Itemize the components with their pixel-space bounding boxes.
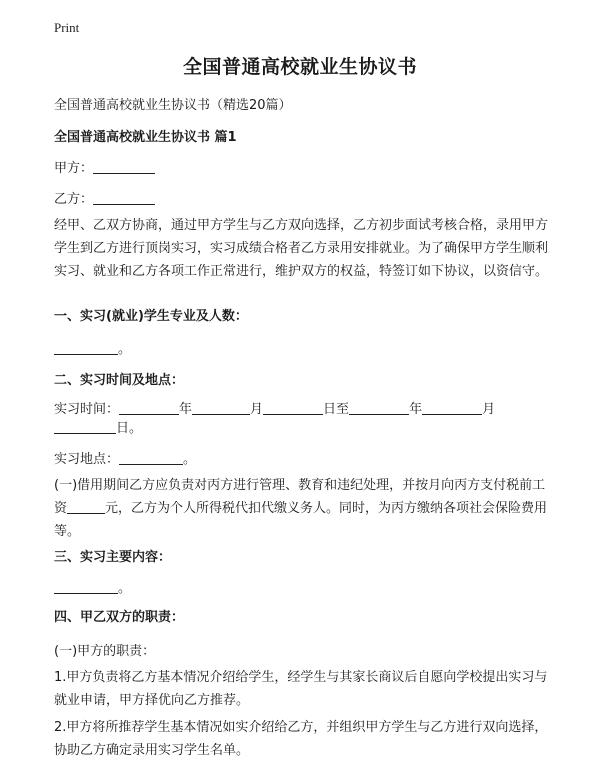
end-month-blank [422,402,482,415]
unit-month-2: 月 [482,402,496,417]
print-link[interactable]: Print [54,20,80,35]
unit-year: 年 [179,402,193,417]
period-mark: 。 [118,342,132,357]
unit-day-to: 日至 [323,402,350,417]
duty-a-heading: (一)甲方的职责： [54,644,156,659]
location-label: 实习地点： [54,452,120,467]
salary-blank [67,501,105,514]
location-blank [119,452,183,465]
time-line [54,398,495,417]
salary-text-2: 元，乙方为个人所得税代扣代缴义务人。同时，为丙方缴纳各项社会保险费用等。 [54,501,548,539]
salary-paragraph [54,474,554,543]
party-b-line [54,188,155,207]
heading-content: 三、实习主要内容： [54,550,172,565]
party-a-label: 甲方： [54,161,94,176]
salary-text-1: (一)借用期间乙方应负责对丙方进行管理、教育和违纪处理，并按月向丙方支付税前工资 [54,478,546,516]
start-year-blank [119,402,179,415]
unit-year-2: 年 [409,402,423,417]
location-line [54,448,196,467]
heading-time-location: 二、实习时间及地点： [54,373,185,388]
time-line-continued [54,417,142,436]
unit-month: 月 [250,402,264,417]
students-blank-line [54,338,131,357]
party-b-blank [93,192,155,205]
heading-duties: 四、甲乙双方的职责： [54,610,185,625]
end-year-blank [349,402,409,415]
heading-students: 一、实习(就业)学生专业及人数： [54,309,248,324]
time-label: 实习时间： [54,402,120,417]
period-mark-2: 。 [183,452,197,467]
intro-paragraph: 经甲、乙双方协商，通过甲方学生与乙方双向选择，乙方初步面试考核合格，录用甲方学生到乙方进行顶岗实习，实习成绩合格者乙方录用安排就业。为了确保甲方学生顺利实习、就业和乙方各项工作正常进行，维护双方的权益，特签订如下协议，以资信守。 [54,218,549,279]
document-subtitle: 全国普通高校就业生协议书（精选20篇） [54,98,292,113]
party-a-blank [93,161,155,174]
start-day-blank [263,402,323,415]
unit-day: 日。 [116,421,143,436]
party-a-line [54,157,155,176]
students-blank [54,342,118,355]
content-blank-line [54,577,131,596]
start-month-blank [192,402,250,415]
section-title: 全国普通高校就业生协议书 篇1 [54,130,237,145]
duty-a-item-2: 2.甲方将所推荐学生基本情况如实介绍给乙方，并组织甲方学生与乙方进行双向选择，协助乙方确定录用实习学生名单。 [54,720,548,758]
document-title: 全国普通高校就业生协议书 [182,56,417,78]
duty-a-item-1: 1.甲方负责将乙方基本情况介绍给学生，经学生与其家长商议后自愿向学校提出实习与就业申请，甲方择优向乙方推荐。 [54,670,548,708]
period-mark-3: 。 [118,581,132,596]
content-blank [54,581,118,594]
party-b-label: 乙方： [54,192,94,207]
end-day-blank [54,421,116,434]
